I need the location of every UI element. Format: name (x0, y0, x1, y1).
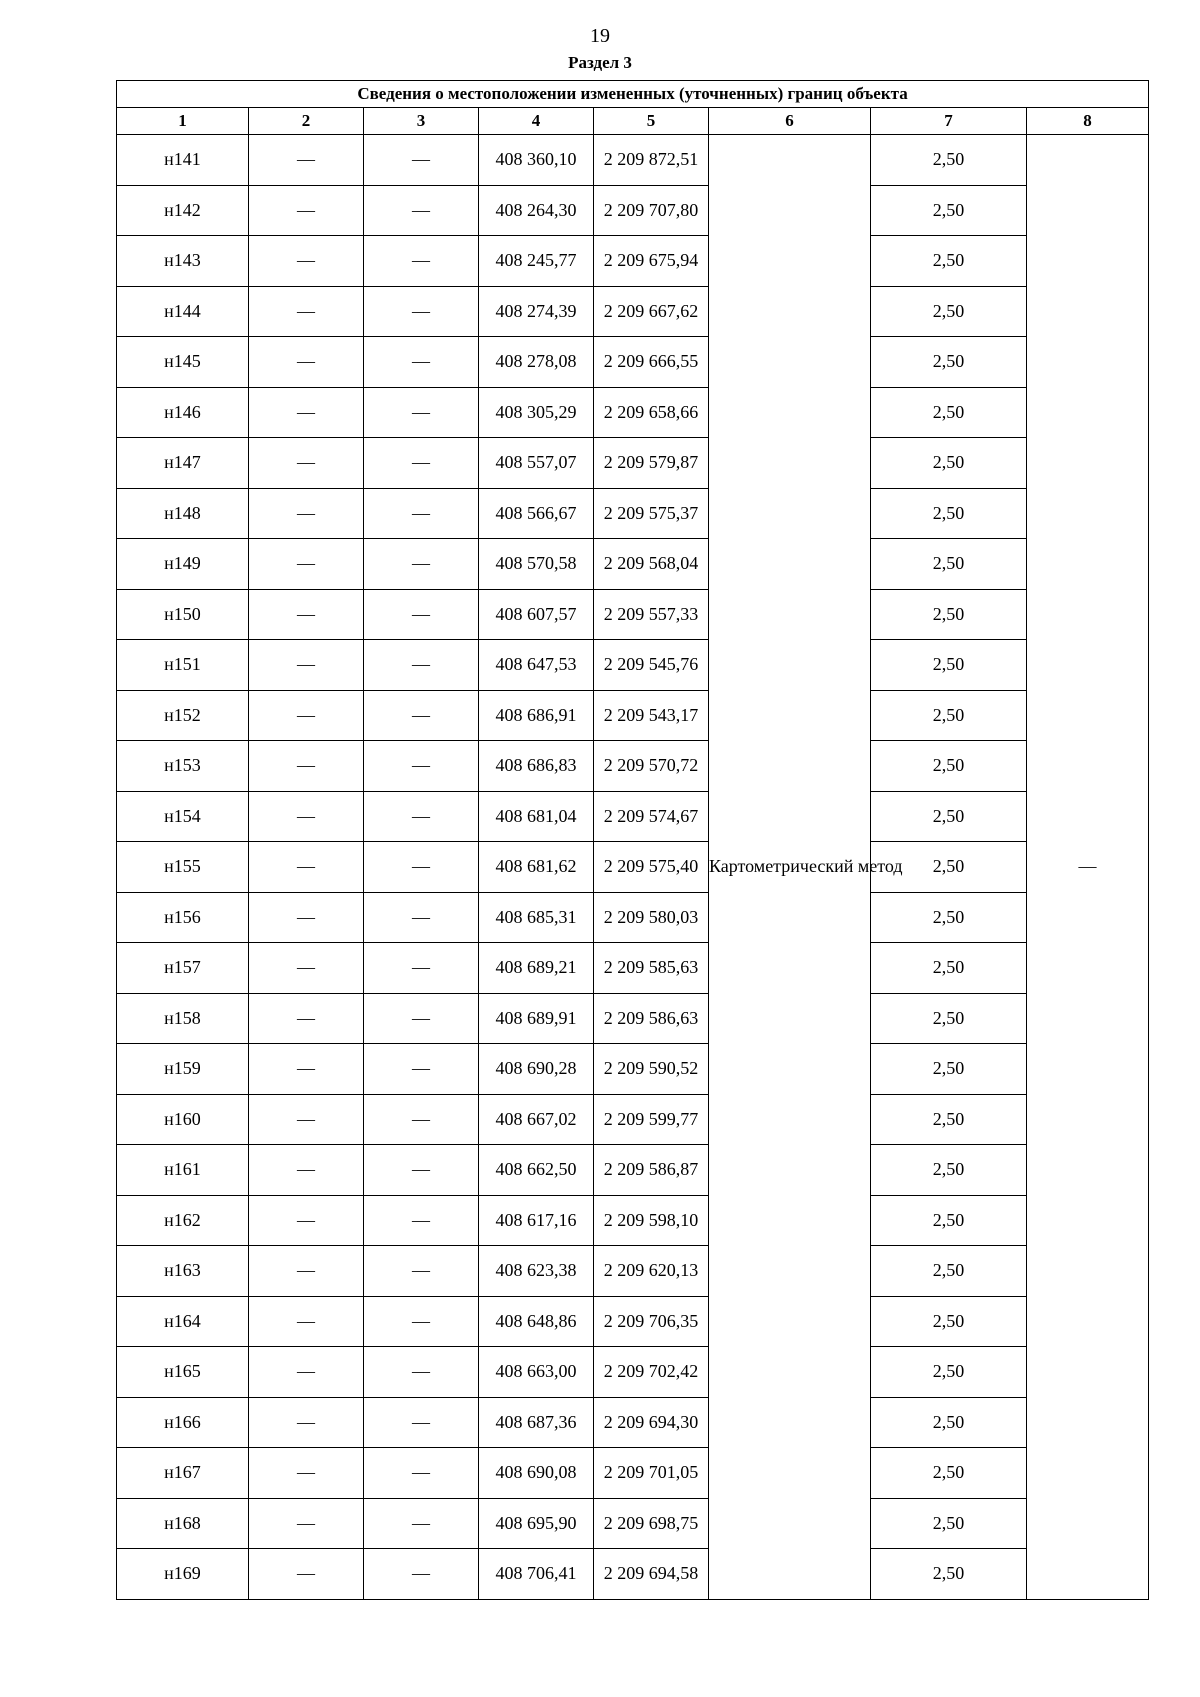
point-name-cell: н156 (117, 892, 249, 943)
column-3-cell: — (364, 1145, 479, 1196)
column-2-cell: — (249, 791, 364, 842)
coordinate-x-cell: 408 663,00 (479, 1347, 594, 1398)
point-name-cell: н155 (117, 842, 249, 893)
column-2-cell: — (249, 741, 364, 792)
column-3-cell: — (364, 135, 479, 186)
point-name-cell: н159 (117, 1044, 249, 1095)
point-name-cell: н148 (117, 488, 249, 539)
precision-cell: 2,50 (871, 387, 1027, 438)
coordinates-table (116, 80, 1149, 1600)
column-3-cell: — (364, 1549, 479, 1600)
point-name-cell: н160 (117, 1094, 249, 1145)
precision-cell: 2,50 (871, 1195, 1027, 1246)
coordinate-x-cell: 408 662,50 (479, 1145, 594, 1196)
column-3-cell: — (364, 1397, 479, 1448)
precision-cell: 2,50 (871, 842, 1027, 893)
coordinate-y-cell: 2 209 694,30 (594, 1397, 709, 1448)
column-2-cell: — (249, 1498, 364, 1549)
point-name-cell: н141 (117, 135, 249, 186)
column-3-cell: — (364, 286, 479, 337)
coordinate-x-cell: 408 557,07 (479, 438, 594, 489)
column-3-cell: — (364, 1498, 479, 1549)
coordinate-x-cell: 408 623,38 (479, 1246, 594, 1297)
table-row (117, 1246, 1149, 1297)
point-name-cell: н153 (117, 741, 249, 792)
precision-cell: 2,50 (871, 791, 1027, 842)
column-2-cell: — (249, 286, 364, 337)
coordinate-x-cell: 408 648,86 (479, 1296, 594, 1347)
table-row (117, 1347, 1149, 1398)
point-name-cell: н164 (117, 1296, 249, 1347)
precision-cell: 2,50 (871, 438, 1027, 489)
precision-cell: 2,50 (871, 1448, 1027, 1499)
column-2-cell: — (249, 1044, 364, 1095)
coordinate-y-cell: 2 209 598,10 (594, 1195, 709, 1246)
coordinate-x-cell: 408 647,53 (479, 640, 594, 691)
table-row (117, 539, 1149, 590)
coordinate-x-cell: 408 685,31 (479, 892, 594, 943)
precision-cell: 2,50 (871, 690, 1027, 741)
table-row (117, 387, 1149, 438)
table-row (117, 1549, 1149, 1600)
column-2-cell: — (249, 1397, 364, 1448)
point-name-cell: н144 (117, 286, 249, 337)
coordinate-x-cell: 408 690,28 (479, 1044, 594, 1095)
precision-cell: 2,50 (871, 741, 1027, 792)
coordinate-y-cell: 2 209 580,03 (594, 892, 709, 943)
column-3-cell: — (364, 1448, 479, 1499)
point-name-cell: н161 (117, 1145, 249, 1196)
point-name-cell: н147 (117, 438, 249, 489)
point-name-cell: н154 (117, 791, 249, 842)
precision-cell: 2,50 (871, 1296, 1027, 1347)
column-3-cell: — (364, 640, 479, 691)
column-3-cell: — (364, 438, 479, 489)
point-name-cell: н162 (117, 1195, 249, 1246)
coordinate-y-cell: 2 209 675,94 (594, 236, 709, 287)
table-row (117, 842, 1149, 893)
column-2-cell: — (249, 943, 364, 994)
coordinate-x-cell: 408 706,41 (479, 1549, 594, 1600)
column-2-cell: — (249, 1448, 364, 1499)
column-2-cell: — (249, 640, 364, 691)
column-3-cell: — (364, 589, 479, 640)
coordinate-y-cell: 2 209 586,63 (594, 993, 709, 1044)
coordinate-x-cell: 408 690,08 (479, 1448, 594, 1499)
table-row (117, 589, 1149, 640)
column-number: 6 (709, 108, 871, 135)
column-3-cell: — (364, 741, 479, 792)
coordinate-x-cell: 408 278,08 (479, 337, 594, 388)
coordinate-y-cell: 2 209 575,40 (594, 842, 709, 893)
precision-cell: 2,50 (871, 135, 1027, 186)
column-3-cell: — (364, 943, 479, 994)
table-row (117, 690, 1149, 741)
column-number-row (117, 108, 1149, 135)
table-row (117, 286, 1149, 337)
point-name-cell: н165 (117, 1347, 249, 1398)
table-row (117, 993, 1149, 1044)
column-2-cell: — (249, 589, 364, 640)
point-name-cell: н149 (117, 539, 249, 590)
coordinate-x-cell: 408 667,02 (479, 1094, 594, 1145)
column-3-cell: — (364, 690, 479, 741)
point-name-cell: н151 (117, 640, 249, 691)
point-name-cell: н145 (117, 337, 249, 388)
column-3-cell: — (364, 236, 479, 287)
point-name-cell: н158 (117, 993, 249, 1044)
coordinate-y-cell: 2 209 575,37 (594, 488, 709, 539)
table-row (117, 1296, 1149, 1347)
precision-cell: 2,50 (871, 1347, 1027, 1398)
page-number: 19 (590, 25, 610, 47)
column-number: 7 (871, 108, 1027, 135)
column-3-cell: — (364, 1094, 479, 1145)
coordinate-x-cell: 408 570,58 (479, 539, 594, 590)
coordinate-x-cell: 408 245,77 (479, 236, 594, 287)
column-2-cell: — (249, 438, 364, 489)
table-row (117, 337, 1149, 388)
table-caption: Сведения о местоположении измененных (уточненных) границ объекта (117, 81, 1149, 108)
point-name-cell: н157 (117, 943, 249, 994)
precision-cell: 2,50 (871, 488, 1027, 539)
table-row (117, 488, 1149, 539)
coordinate-y-cell: 2 209 694,58 (594, 1549, 709, 1600)
coordinate-x-cell: 408 617,16 (479, 1195, 594, 1246)
table-row (117, 1094, 1149, 1145)
column-2-cell: — (249, 690, 364, 741)
coordinate-y-cell: 2 209 557,33 (594, 589, 709, 640)
precision-cell: 2,50 (871, 539, 1027, 590)
coordinate-y-cell: 2 209 620,13 (594, 1246, 709, 1297)
coordinate-y-cell: 2 209 543,17 (594, 690, 709, 741)
column-3-cell: — (364, 1195, 479, 1246)
precision-cell: 2,50 (871, 993, 1027, 1044)
column-2-cell: — (249, 185, 364, 236)
column-2-cell: — (249, 236, 364, 287)
column-2-cell: — (249, 842, 364, 893)
column-2-cell: — (249, 892, 364, 943)
column-3-cell: — (364, 185, 479, 236)
coordinate-y-cell: 2 209 701,05 (594, 1448, 709, 1499)
coordinate-y-cell: 2 209 570,72 (594, 741, 709, 792)
column-3-cell: — (364, 1044, 479, 1095)
column-3-cell: — (364, 1347, 479, 1398)
coordinate-y-cell: 2 209 872,51 (594, 135, 709, 186)
column-8-cell: — (1027, 135, 1149, 1600)
precision-cell: 2,50 (871, 640, 1027, 691)
column-2-cell: — (249, 135, 364, 186)
coordinate-y-cell: 2 209 706,35 (594, 1296, 709, 1347)
precision-cell: 2,50 (871, 1498, 1027, 1549)
coordinate-y-cell: 2 209 590,52 (594, 1044, 709, 1095)
coordinate-y-cell: 2 209 658,66 (594, 387, 709, 438)
coordinate-y-cell: 2 209 586,87 (594, 1145, 709, 1196)
coordinate-y-cell: 2 209 667,62 (594, 286, 709, 337)
coordinate-x-cell: 408 681,04 (479, 791, 594, 842)
coordinate-y-cell: 2 209 599,77 (594, 1094, 709, 1145)
method-cell: Картометрический метод (709, 135, 871, 1600)
column-3-cell: — (364, 337, 479, 388)
coordinate-x-cell: 408 305,29 (479, 387, 594, 438)
point-name-cell: н150 (117, 589, 249, 640)
column-2-cell: — (249, 993, 364, 1044)
precision-cell: 2,50 (871, 286, 1027, 337)
precision-cell: 2,50 (871, 589, 1027, 640)
coordinate-x-cell: 408 689,91 (479, 993, 594, 1044)
table-body (117, 135, 1149, 1600)
table-row (117, 236, 1149, 287)
coordinate-x-cell: 408 689,21 (479, 943, 594, 994)
precision-cell: 2,50 (871, 943, 1027, 994)
column-2-cell: — (249, 1246, 364, 1297)
column-3-cell: — (364, 1296, 479, 1347)
table-row (117, 892, 1149, 943)
point-name-cell: н167 (117, 1448, 249, 1499)
coordinate-x-cell: 408 360,10 (479, 135, 594, 186)
coordinate-x-cell: 408 681,62 (479, 842, 594, 893)
point-name-cell: н169 (117, 1549, 249, 1600)
table-row (117, 438, 1149, 489)
table-row (117, 1498, 1149, 1549)
column-2-cell: — (249, 1347, 364, 1398)
column-2-cell: — (249, 387, 364, 438)
coordinate-x-cell: 408 695,90 (479, 1498, 594, 1549)
table-row (117, 741, 1149, 792)
precision-cell: 2,50 (871, 1397, 1027, 1448)
coordinate-y-cell: 2 209 579,87 (594, 438, 709, 489)
column-2-cell: — (249, 1195, 364, 1246)
column-2-cell: — (249, 539, 364, 590)
precision-cell: 2,50 (871, 1044, 1027, 1095)
section-title: Раздел 3 (568, 53, 632, 72)
coordinate-x-cell: 408 687,36 (479, 1397, 594, 1448)
column-2-cell: — (249, 1296, 364, 1347)
point-name-cell: н166 (117, 1397, 249, 1448)
point-name-cell: н163 (117, 1246, 249, 1297)
table-row (117, 185, 1149, 236)
table-row (117, 1195, 1149, 1246)
precision-cell: 2,50 (871, 1145, 1027, 1196)
column-3-cell: — (364, 1246, 479, 1297)
precision-cell: 2,50 (871, 1549, 1027, 1600)
table-row (117, 791, 1149, 842)
point-name-cell: н168 (117, 1498, 249, 1549)
precision-cell: 2,50 (871, 236, 1027, 287)
column-number: 1 (117, 108, 249, 135)
coordinate-x-cell: 408 274,39 (479, 286, 594, 337)
coordinate-x-cell: 408 607,57 (479, 589, 594, 640)
column-2-cell: — (249, 1145, 364, 1196)
column-3-cell: — (364, 539, 479, 590)
point-name-cell: н146 (117, 387, 249, 438)
coordinate-x-cell: 408 686,83 (479, 741, 594, 792)
table-row (117, 943, 1149, 994)
table-row (117, 1044, 1149, 1095)
column-2-cell: — (249, 488, 364, 539)
precision-cell: 2,50 (871, 337, 1027, 388)
column-2-cell: — (249, 1094, 364, 1145)
column-number: 5 (594, 108, 709, 135)
point-name-cell: н142 (117, 185, 249, 236)
coordinate-y-cell: 2 209 666,55 (594, 337, 709, 388)
column-number: 8 (1027, 108, 1149, 135)
coordinate-x-cell: 408 264,30 (479, 185, 594, 236)
column-3-cell: — (364, 993, 479, 1044)
column-3-cell: — (364, 387, 479, 438)
precision-cell: 2,50 (871, 1094, 1027, 1145)
coordinate-y-cell: 2 209 698,75 (594, 1498, 709, 1549)
coordinate-y-cell: 2 209 585,63 (594, 943, 709, 994)
column-3-cell: — (364, 791, 479, 842)
table-row (117, 135, 1149, 186)
table-row (117, 1397, 1149, 1448)
column-3-cell: — (364, 892, 479, 943)
point-name-cell: н143 (117, 236, 249, 287)
coordinate-x-cell: 408 566,67 (479, 488, 594, 539)
precision-cell: 2,50 (871, 1246, 1027, 1297)
coordinate-y-cell: 2 209 568,04 (594, 539, 709, 590)
point-name-cell: н152 (117, 690, 249, 741)
coordinate-y-cell: 2 209 574,67 (594, 791, 709, 842)
coordinate-y-cell: 2 209 702,42 (594, 1347, 709, 1398)
column-number: 3 (364, 108, 479, 135)
column-3-cell: — (364, 842, 479, 893)
column-number: 4 (479, 108, 594, 135)
table-row (117, 640, 1149, 691)
coordinate-x-cell: 408 686,91 (479, 690, 594, 741)
precision-cell: 2,50 (871, 892, 1027, 943)
column-number: 2 (249, 108, 364, 135)
column-2-cell: — (249, 337, 364, 388)
precision-cell: 2,50 (871, 185, 1027, 236)
column-3-cell: — (364, 488, 479, 539)
table-row (117, 1448, 1149, 1499)
table-row (117, 1145, 1149, 1196)
coordinate-y-cell: 2 209 545,76 (594, 640, 709, 691)
coordinate-y-cell: 2 209 707,80 (594, 185, 709, 236)
column-2-cell: — (249, 1549, 364, 1600)
